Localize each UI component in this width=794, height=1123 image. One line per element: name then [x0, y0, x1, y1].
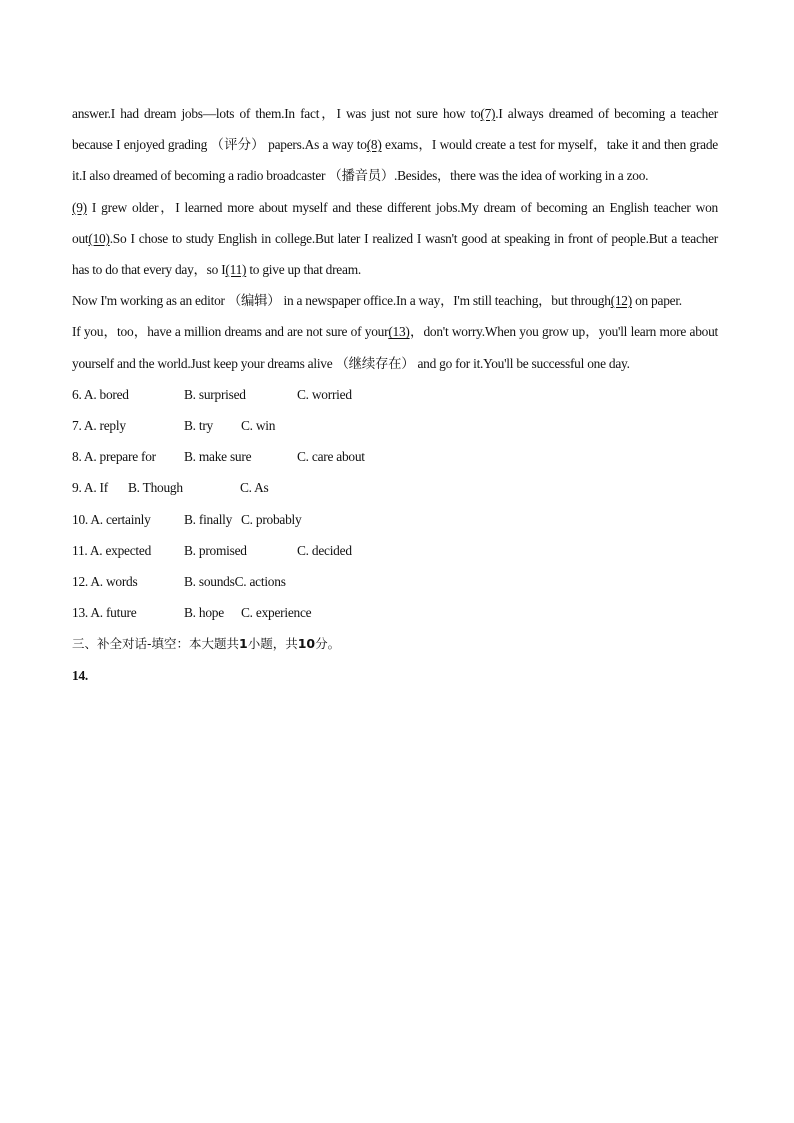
- option-row-8: [72, 441, 718, 472]
- text: If you，too，have a million dreams and are not sure of your: [72, 324, 389, 340]
- option-c: C. win: [241, 418, 276, 434]
- total-score: 10: [297, 636, 316, 652]
- text: Now I'm working as an editor （编辑） in a newspaper office.In a way，I'm still teaching，but through: [72, 293, 611, 309]
- text: 小题，共: [247, 636, 298, 652]
- option-c: C. decided: [297, 542, 352, 558]
- text: to give up that dream.: [246, 262, 361, 278]
- option-b: B. promised: [184, 542, 247, 558]
- text: .I always dreamed of becoming a teacher because I enjoyed grading （评分） papers.As a way to: [72, 106, 718, 153]
- blank-7: (7): [480, 106, 496, 121]
- text: .So I chose to study English in college.But later I realized I wasn't good at speaking in front of people.But a teacher has to do that every day，so I: [72, 230, 718, 278]
- passage-paragraph-2: [72, 192, 718, 286]
- option-a: 8. A. prepare for: [72, 449, 156, 465]
- text: on paper.: [631, 293, 682, 309]
- blank-10: (10): [88, 230, 110, 246]
- option-b: B. try: [184, 418, 214, 434]
- option-c: C. worried: [297, 386, 352, 402]
- text: exams，I would create a test for myself，take it and then grade it.I also dreamed of becoming a radio broadcaster （播音员）.Besides，there was the idea of working in a zoo.: [72, 137, 718, 184]
- passage-paragraph-1: [72, 98, 718, 192]
- question-14-number: 14.: [72, 667, 88, 683]
- text: 三、补全对话-填空：本大题共: [72, 636, 240, 652]
- option-a: 6. A. bored: [72, 386, 129, 402]
- option-a: 13. A. future: [72, 605, 137, 621]
- option-c: C. actions: [234, 574, 286, 590]
- option-a: 9. A. If: [72, 480, 108, 496]
- option-b: B. Though: [128, 480, 183, 496]
- option-b: B. finally: [184, 511, 233, 527]
- text: 分。: [315, 636, 341, 652]
- blank-8: (8): [366, 137, 382, 153]
- option-row-12: [72, 566, 718, 597]
- blank-12: (12): [610, 293, 632, 309]
- option-c: C. probably: [241, 511, 302, 527]
- option-a: 12. A. words: [72, 574, 138, 590]
- option-c: C. care about: [297, 449, 365, 465]
- question-count: 1: [239, 636, 248, 652]
- option-b: B. surprised: [184, 386, 246, 402]
- option-b: B. make sure: [184, 449, 252, 465]
- option-row-6: [72, 379, 718, 410]
- option-b: B. hope: [184, 605, 224, 621]
- blank-13: (13): [388, 324, 410, 340]
- passage-paragraph-4: [72, 316, 718, 378]
- section-3-heading: [72, 628, 718, 659]
- option-row-9: [72, 472, 718, 503]
- passage-paragraph-3: [72, 285, 718, 316]
- option-row-11: [72, 535, 718, 566]
- option-row-7: [72, 410, 718, 441]
- text: I grew older，I learned more about myself and these different jobs.My dream of becoming an English teacher won out: [72, 199, 718, 246]
- blank-11: (11): [225, 262, 247, 278]
- page-content: [72, 98, 718, 691]
- option-a: 11. A. expected: [72, 542, 152, 558]
- option-b: B. sounds: [184, 574, 235, 590]
- text: ，don't worry.When you grow up，you'll learn more about yourself and the world.Just keep your dreams alive （继续存在） and go for it.You'll be successful one day.: [72, 324, 719, 371]
- option-a: 10. A. certainly: [72, 511, 151, 527]
- option-row-10: [72, 504, 718, 535]
- text: answer.I had dream jobs—lots of them.In fact，I was just not sure how to: [72, 106, 481, 121]
- option-c: C. experience: [241, 605, 312, 621]
- option-c: C. As: [240, 480, 269, 496]
- blank-9: (9): [72, 199, 87, 215]
- option-a: 7. A. reply: [72, 418, 126, 434]
- option-row-13: [72, 597, 718, 628]
